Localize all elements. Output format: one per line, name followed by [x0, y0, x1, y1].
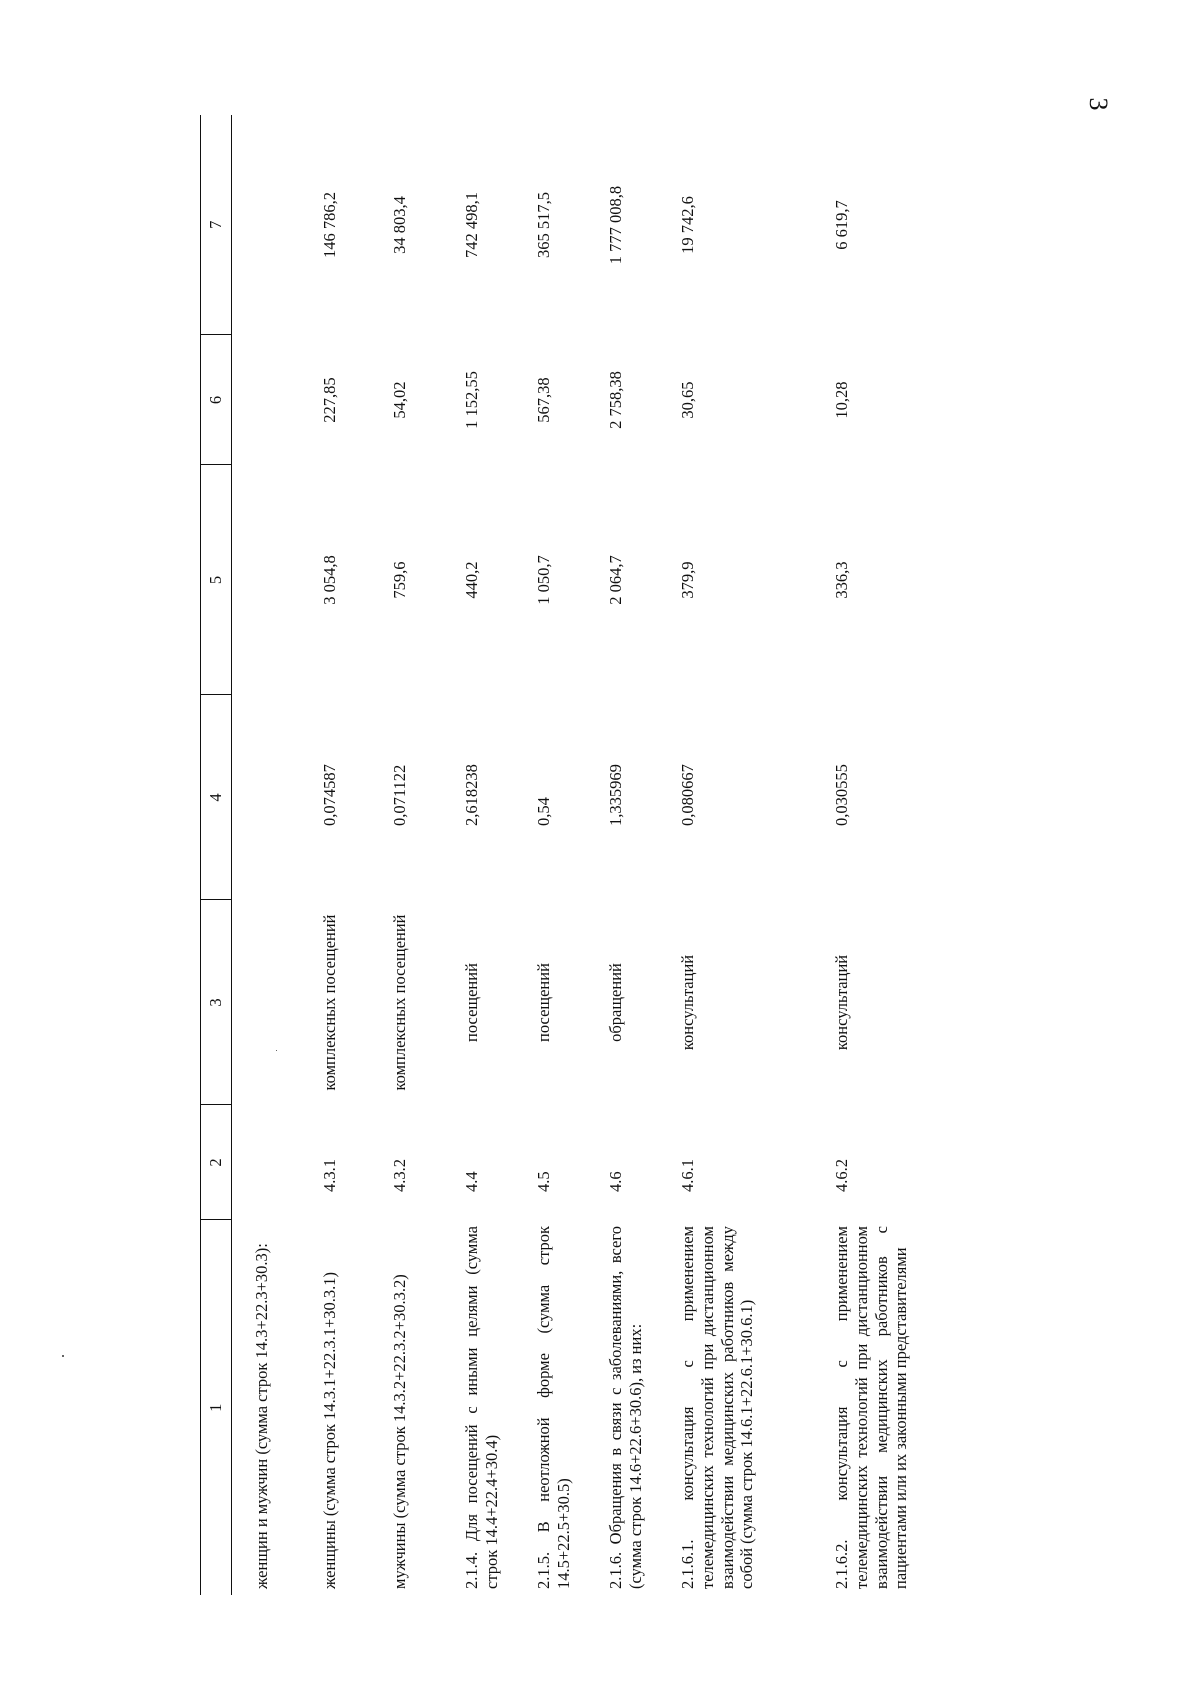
column-header: 7: [201, 115, 232, 335]
value-cell: 30,65: [678, 381, 697, 419]
unit-cell: комплексных посещений: [390, 914, 409, 1091]
unit-cell: комплексных посещений: [320, 914, 339, 1091]
row-code-cell: 4.5: [534, 1171, 553, 1192]
value-cell: 440,2: [462, 561, 481, 599]
value-cell: 2,618238: [462, 764, 481, 826]
table-row: [678, 115, 832, 1595]
row-code-cell: 4.6.1: [678, 1159, 697, 1192]
value-cell: 379,9: [678, 561, 697, 599]
column-header: 5: [201, 465, 232, 695]
value-cell: 0,54: [534, 797, 553, 826]
value-cell: 2 064,7: [606, 555, 625, 605]
header-row: [201, 115, 232, 1595]
page-number: 3: [1084, 97, 1113, 111]
unit-cell: консультаций: [832, 954, 851, 1051]
rotated-table-wrapper: [200, 115, 960, 1595]
value-cell: 34 803,4: [390, 196, 409, 254]
column-header: 2: [201, 1105, 232, 1220]
data-table: [200, 115, 992, 1595]
value-cell: 3 054,8: [320, 555, 339, 605]
row-name-cell: 2.1.5. В неотложной форме (сумма строк 14.5+22.5+30.5): [534, 1226, 573, 1589]
row-code-cell: [242, 1105, 308, 1220]
row-code-cell: 4.6: [606, 1171, 625, 1192]
value-cell: [242, 335, 308, 465]
row-code-cell: 4.6.2: [832, 1159, 851, 1192]
table-row: [606, 115, 678, 1595]
value-cell: 742 498,1: [462, 192, 481, 258]
table-row: [832, 115, 992, 1595]
value-cell: 1 777 008,8: [606, 185, 625, 265]
value-cell: 0,074587: [320, 764, 339, 826]
column-header: 4: [201, 695, 232, 900]
value-cell: 0,080667: [678, 764, 697, 826]
value-cell: 54,02: [390, 381, 409, 419]
value-cell: [242, 465, 308, 695]
table-row: [462, 115, 534, 1595]
value-cell: 1 050,7: [534, 555, 553, 605]
value-cell: [242, 695, 308, 900]
scan-speck: [62, 1355, 64, 1357]
column-header: 6: [201, 335, 232, 465]
unit-cell: посещений: [462, 963, 481, 1042]
value-cell: 19 742,6: [678, 196, 697, 254]
unit-cell: [242, 900, 308, 1105]
table-row: [308, 115, 390, 1595]
row-name-cell: 2.1.6.2. консультация с применением телемедицинских технологий при дистанционном взаимодействии медицинских работников с пациентами или их законными представителями: [832, 1226, 911, 1589]
unit-cell: консультаций: [678, 954, 697, 1051]
value-cell: 227,85: [320, 377, 339, 423]
value-cell: 6 619,7: [832, 200, 851, 250]
value-cell: 2 758,38: [606, 371, 625, 429]
table-row: [390, 115, 462, 1595]
unit-cell: обращений: [606, 963, 625, 1042]
value-cell: 336,3: [832, 561, 851, 599]
value-cell: 567,38: [534, 377, 553, 423]
column-header: 1: [201, 1220, 232, 1595]
value-cell: 1,335969: [606, 764, 625, 826]
value-cell: 0,030555: [832, 764, 851, 826]
unit-cell: посещений: [534, 963, 553, 1042]
value-cell: 0,071122: [390, 764, 409, 826]
value-cell: 365 517,5: [534, 192, 553, 258]
row-name-cell: 2.1.4. Для посещений с иными целями (сумма строк 14.4+22.4+30.4): [462, 1226, 501, 1589]
value-cell: 1 152,55: [462, 371, 481, 429]
column-header: 3: [201, 900, 232, 1105]
value-cell: 759,6: [390, 561, 409, 599]
table-row: [534, 115, 606, 1595]
value-cell: 10,28: [832, 381, 851, 419]
row-code-cell: 4.3.2: [390, 1159, 409, 1192]
spacer-row: [232, 115, 243, 1595]
value-cell: [242, 115, 308, 335]
row-name-cell: 2.1.6. Обращения в связи с заболеваниями, всего (сумма строк 14.6+22.6+30.6), из них:: [606, 1226, 645, 1589]
row-name-cell: 2.1.6.1. консультация с применением телемедицинских технологий при дистанционном взаимодействии медицинских работников между собой (сумма строк 14.6.1+22.6.1+30.6.1): [678, 1226, 757, 1589]
row-name-cell: мужчины (сумма строк 14.3.2+22.3.2+30.3.2): [390, 1274, 409, 1589]
row-code-cell: 4.3.1: [320, 1159, 339, 1192]
value-cell: 146 786,2: [320, 192, 339, 258]
table-row: [242, 115, 308, 1595]
row-name-cell: женщин и мужчин (сумма строк 14.3+22.3+30.3):: [252, 1243, 271, 1589]
row-code-cell: 4.4: [462, 1171, 481, 1192]
row-name-cell: женщины (сумма строк 14.3.1+22.3.1+30.3.1): [320, 1272, 339, 1589]
